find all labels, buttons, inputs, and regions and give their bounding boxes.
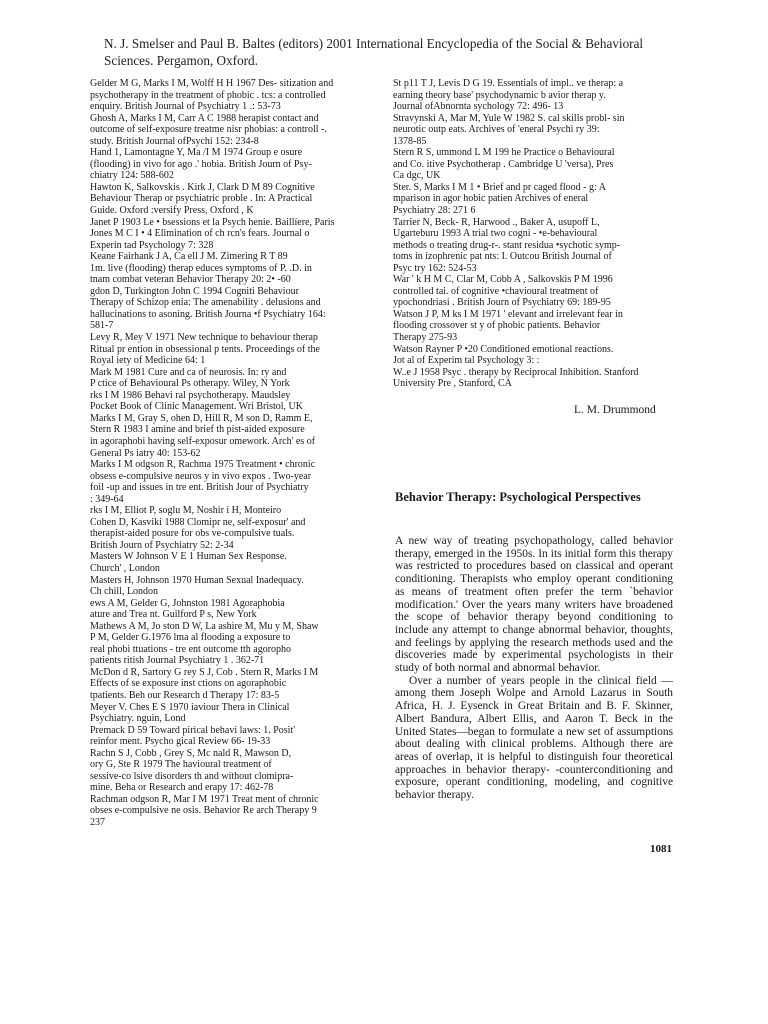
reference-line: Rachn S J, Cobb , Grey S, Mc nald R, Mawson D,: [90, 747, 292, 759]
reference-line: Behaviour Therap or psychiatric proble . In: A Practical: [90, 193, 313, 205]
reference-line: mine. Beha or Research and erapy 17: 462-78: [90, 782, 274, 794]
reference-line: foil -up and issues in tre ent. British Jour of Psychiatry: [90, 482, 309, 494]
reference-line: ypochondriasi . British Journ of Psychiatry 69: 189-95: [393, 297, 611, 309]
reference-line: Cohen D, Kasviki 1988 Clomipr ne, self-exposur' and: [90, 516, 306, 528]
reference-line: Mark M 1981 Cure and ca of neurosis. In: ry and: [90, 366, 287, 378]
reference-line: Experin tad Psychology 7: 328: [90, 239, 214, 251]
reference-line: Psyc try 162: 524-53: [393, 262, 477, 274]
reference-line: ature and Trea nt. Guilford P s, New York: [90, 609, 257, 621]
reference-line: rks I M 1986 Behavi ral psychotherapy. Maudsley: [90, 389, 291, 401]
reference-line: P ctice of Behavioural Ps otherapy. Wiley, N York: [90, 378, 290, 390]
reference-line: Keane Fairhank J A, Ca ell J M. Zimering R T 89: [90, 251, 288, 263]
reference-line: Journal ofAbnornta sychology 72: 496- 13: [393, 101, 564, 113]
reference-line: General Ps iatry 40: 153-62: [90, 447, 201, 459]
author-signature: L. M. Drummond: [574, 404, 656, 416]
reference-line: mparison in agor hobic patien Archives of eneral: [393, 193, 589, 205]
reference-line: controlled tai. of cognitive •chavioural treatment of: [393, 285, 599, 297]
reference-line: methods o treating drug-r-. stant residua •sychotic symp-: [393, 239, 621, 251]
citation-line-1: N. J. Smelser and Paul B. Baltes (editors) 2001 International Encyclopedia of the Social & Behavioral: [104, 36, 644, 51]
reference-line: study. British Journal ofPsychi 152: 234-8: [90, 135, 259, 147]
reference-line: enquiry. British Journal of Psychiatry 1 .: 53-73: [90, 101, 281, 113]
reference-line: obsess e-compulsive neuros y in vivo expos . Two-year: [90, 470, 312, 482]
reference-line: Pocket Book of Clinic Management. Wri Bristol, UK: [90, 401, 303, 413]
reference-line: War ' k H M C, Clar M, Cobb A , Salkovskis P M 1996: [393, 274, 613, 286]
reference-line: real phobi ttuations - tre ent outcome tth agoropho: [90, 643, 292, 655]
reference-line: obses e-compulsive ne osis. Behavior Re arch Therapy 9: [90, 805, 317, 817]
reference-line: Premack D 59 Toward pirical behavi laws: 1. Posit': [90, 724, 296, 736]
reference-line: 237: [90, 817, 105, 828]
reference-line: Psychiatry 28: 271 6: [393, 205, 476, 217]
reference-line: Hawton K, Salkovskis . Kirk J, Clark D M 89 Cognitive: [90, 181, 315, 193]
article-paragraph: A new way of treating psychopathology, called behavior therapy, emerged in the 1950s. In its initial form this therapy was restricted to procedures based on classical and operant conditioning. Therapists who employ operant conditioning as means of treatment often prefer the term `behavior modification.' Over the years many writers have broadened the scope of behavior therapy beyond conditioning to include any attempt to change abnormal behavior, thoughts, and feelings by applying the research methods used and the discoveries made by experimental psychologists in their study of both normal and abnormal behavior.: [395, 535, 673, 675]
reference-line: flooding crossover st y of phobic patients. Behavior: [393, 320, 601, 332]
citation-line-2: Sciences. Pergamon, Oxford.: [104, 53, 258, 68]
reference-line: Levy R, Mey V 1971 New technique to behaviour therap: [90, 332, 318, 344]
reference-line: Jones M C I • 4 Elimination of ch rcn's fears. Journal o: [90, 228, 310, 240]
reference-line: psychotherapy in the treatment of phobic . tcs: a controlled: [90, 89, 326, 101]
reference-line: 1378-85: [393, 135, 427, 147]
reference-line: gdon D, Turkington John C 1994 Cogniti Behaviour: [90, 285, 299, 297]
reference-line: Tarrier N, Beck- R, Harwood ., Baker A, usupoff L,: [393, 216, 600, 228]
reference-line: Effects of se exposure inst ctions on agoraphobic: [90, 678, 287, 690]
reference-line: Rachman odgson R, Mar I M 1971 Treat ment of chronic: [90, 793, 319, 805]
reference-line: British Journ of Psychiatry 52: 2-34: [90, 539, 234, 551]
reference-line: Ugarteburu 1993 A trial two cogni - •e-behavioural: [393, 228, 598, 240]
reference-line: Guide. Oxford :versify Press, Oxford , K: [90, 205, 254, 217]
reference-line: 1m. live (flooding) therap educes symptoms of P. .D. in: [90, 262, 312, 274]
reference-line: tpatients. Beh our Research d Therapy 17: 83-5: [90, 689, 280, 701]
reference-line: Watson Rayner P •20 Conditioned emotional reactions.: [393, 343, 614, 355]
reference-line: toms in izophrenic pat nts: I. Outcou British Journal of: [393, 251, 612, 263]
reference-line: tnam combat veteran Behavior Therapy 20: 2• -60: [90, 274, 291, 286]
reference-line: Royal iety of Medicine 64: 1: [90, 355, 206, 367]
reference-line: Watson J P, M ks I M 1971 ' elevant and irrelevant fear in: [393, 308, 623, 320]
reference-line: earning theory base' psychodynamic b avior therap y.: [393, 89, 606, 101]
reference-line: Mathews A M, Jo ston D W, La ashire M, Mu y M, Shaw: [90, 620, 319, 632]
reference-line: (flooding) in vivo for ago .' hobia. British Journ of Psy-: [90, 158, 312, 170]
reference-line: Meyer V. Ches E S 1970 iaviour Thera in Clinical: [90, 701, 290, 713]
reference-line: and Co. itive Psychotherap . Cambridge U 'versa), Pres: [393, 158, 614, 170]
page-number: 1081: [650, 843, 672, 855]
reference-line: Jot al of Experim tal Psychology 3: :: [393, 355, 540, 367]
reference-line: therapist-aided posure for obs ve-compulsive tuals.: [90, 528, 295, 540]
reference-line: P M, Gelder G.1976 lma al flooding a exposure to: [90, 632, 291, 644]
reference-line: Ster. S, Marks I M 1 • Brief and pr caged flood - g: A: [393, 181, 606, 193]
reference-line: : 349-64: [90, 493, 124, 505]
reference-line: Masters H, Johnson 1970 Human Sexual Inadequacy.: [90, 574, 304, 586]
reference-line: neurotic outp eats. Archives of 'eneral Psychi ry 39:: [393, 124, 600, 136]
reference-line: W..e J 1958 Psyc . therapy by Reciprocal Inhibition. Stanford: [393, 366, 639, 378]
reference-line: rks I M, Elliot P, soglu M, Noshir i H, Monteiro: [90, 505, 282, 517]
reference-line: ory G, Ste R 1979 The havioural treatment of: [90, 759, 272, 771]
reference-line: in agoraphobi having self-exposur omework. Arch' es of: [90, 435, 316, 447]
reference-line: Therapy of Schizop enia: The amenability . delusions and: [90, 297, 321, 309]
reference-line: McDon d R, Sartory G rey S J, Cob . Stern R, Marks I M: [90, 666, 319, 678]
reference-line: St p11 T J, Levis D G 19. Essentials of impl.. ve therap: a: [393, 78, 624, 89]
reference-line: patients ritish Journal Psychiatry 1 . 362-71: [90, 655, 265, 667]
reference-line: Janet P 1903 Le • bsessions et la Psych henie. Baillíere, Paris: [90, 216, 335, 228]
reference-line: chiatry 124: 588-602: [90, 170, 174, 182]
reference-line: sessive-co lsive disorders th and without clomipra-: [90, 770, 294, 782]
reference-line: Stravynski A, Mar M, Yule W 1982 S. cal skills probl- sin: [393, 112, 625, 124]
page-header: [104, 35, 714, 69]
article-body: [395, 535, 673, 802]
reference-line: Stern R 1983 I amine and brief th pist-aided exposure: [90, 424, 305, 436]
reference-line: hallucinations to asoning. British Journa •f Psychiatry 164:: [90, 308, 326, 320]
reference-line: Therapy 275-93: [393, 332, 458, 344]
reference-line: Psychiatry. nguin, Lond: [90, 713, 186, 725]
reference-line: Marks I M odgson R, Rachma 1975 Treatment • chronic: [90, 459, 316, 471]
reference-line: ews A M, Gelder G, Johnston 1981 Agoraphobia: [90, 597, 285, 609]
reference-line: Ghosh A, Marks I M, Carr A C 1988 herapist contact and: [90, 112, 319, 124]
reference-line: outcome of self-exposure treatme nisr phobias: a controll -.: [90, 124, 327, 136]
reference-line: Stern R S, ummond L M 199 he Practice o Behavioural: [393, 147, 615, 159]
references-left-column: [90, 78, 378, 829]
reference-line: University Pre , Stanford, CA: [393, 378, 512, 390]
reference-line: Masters W Johnson V E 1 Human Sex Response.: [90, 551, 287, 563]
article-paragraph: Over a number of years people in the clinical field —among them Joseph Wolpe and Arnold Lazarus in South Africa, H. J. Eysenck in Great Britain and B. F. Skinner, Albert Bandura, Albert Ellis, and Aaron T. Beck in the United States—began to formulate a new set of assumptions about dealing with clinical problems. Although there are areas of overlap, it is helpful to distinguish four theoretical approaches in behavior therapy- -counterconditioning and exposure, operant conditioning, modeling, and cognitive behavior therapy.: [395, 674, 673, 802]
reference-line: Ritual pr ention in obsessional p tents. Proceedings of the: [90, 343, 320, 355]
reference-line: Ch chill, London: [90, 586, 159, 598]
reference-line: reinfor ment. Psycho gical Review 66- 19-33: [90, 736, 271, 748]
reference-line: 581-7: [90, 320, 114, 332]
references-right-column: [393, 78, 671, 390]
reference-line: Marks I M, Gray S, ohen D, Hill R, M son D, Ramm E,: [90, 412, 313, 424]
reference-line: Church' , London: [90, 562, 160, 574]
section-title: Behavior Therapy: Psychological Perspectives: [395, 490, 641, 504]
reference-line: Ca dgc, UK: [393, 170, 441, 182]
reference-line: Gelder M G, Marks I M, Wolff H H 1967 Des- sitization and: [90, 78, 334, 89]
reference-line: Hand 1, Lamontagne Y, Ma /I M 1974 Group e osure: [90, 147, 303, 159]
